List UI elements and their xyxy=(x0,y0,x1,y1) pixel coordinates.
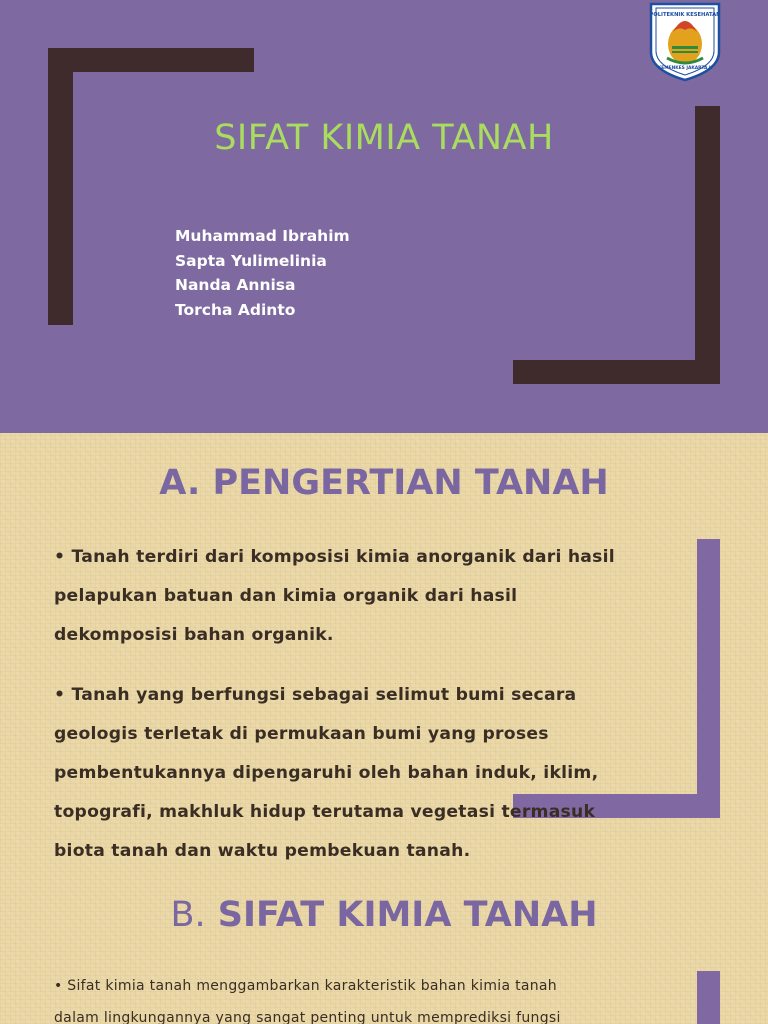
text-line: pelapukan batuan dan kimia organik dari hasil xyxy=(54,586,518,606)
text-line: pembentukannya dipengaruhi oleh bahan induk, iklim, xyxy=(54,763,599,783)
text-line: dalam lingkungannya yang sangat penting untuk memprediksi fungsi xyxy=(54,1010,561,1024)
frame-bottom-right-horizontal xyxy=(513,360,720,384)
text-line: geologis terletak di permukaan bumi yang proses xyxy=(54,724,549,744)
title-slide xyxy=(0,0,768,433)
text-line: • Tanah yang berfungsi sebagai selimut bumi secara xyxy=(54,685,577,705)
section-b-title: SIFAT KIMIA TANAH xyxy=(217,895,598,935)
section-b-paragraph xyxy=(54,970,714,1024)
frame-top-left-vertical xyxy=(48,48,73,325)
section-a-heading: A. PENGERTIAN TANAH xyxy=(159,463,609,503)
institution-logo xyxy=(645,0,725,82)
presentation-title: SIFAT KIMIA TANAH xyxy=(214,118,554,158)
logo-bottom-text: KEMENKES JAKARTA II xyxy=(657,66,713,71)
text-line: biota tanah dan waktu pembekuan tanah. xyxy=(54,841,471,861)
purple-frame-vertical xyxy=(697,539,720,818)
text-line: • Tanah terdiri dari komposisi kimia anorganik dari hasil xyxy=(54,547,615,567)
section-a-paragraph-1 xyxy=(54,538,694,655)
section-a-paragraph-2 xyxy=(54,676,694,871)
text-line: • Sifat kimia tanah menggambarkan karakteristik bahan kimia tanah xyxy=(54,978,557,994)
author-name: Muhammad Ibrahim xyxy=(175,227,350,245)
text-line: dekomposisi bahan organik. xyxy=(54,625,334,645)
section-b-prefix: B. xyxy=(170,895,206,935)
author-list xyxy=(175,224,350,322)
logo-top-text: POLITEKNIK KESEHATAN xyxy=(649,12,721,18)
frame-top-left-horizontal xyxy=(48,48,254,72)
author-name: Sapta Yulimelinia xyxy=(175,251,327,270)
content-slide xyxy=(0,433,768,1024)
text-line: topografi, makhluk hidup terutama vegetasi termasuk xyxy=(54,802,596,822)
author-name: Torcha Adinto xyxy=(175,300,296,319)
author-name: Nanda Annisa xyxy=(175,276,296,294)
section-b-heading xyxy=(0,895,768,935)
